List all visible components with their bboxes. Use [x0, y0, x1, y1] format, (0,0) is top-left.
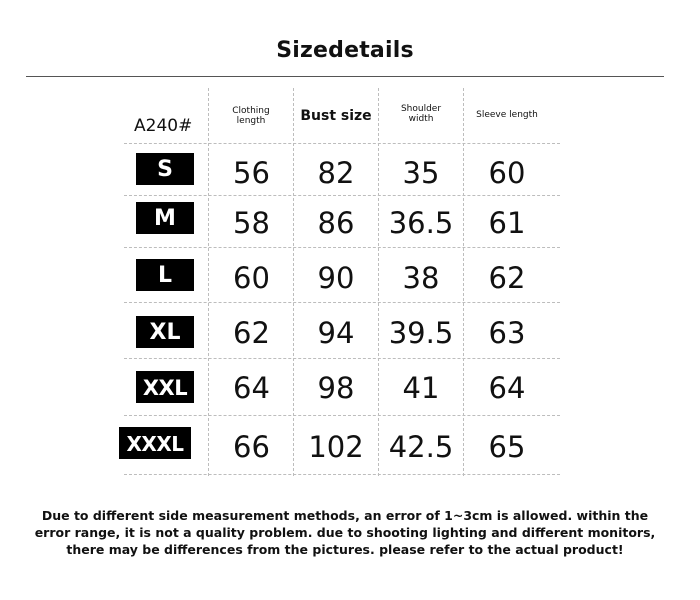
- style-code: A240#: [134, 116, 193, 136]
- cell-shoulder-width: 39.5: [388, 316, 454, 350]
- cell-clothing-length: 64: [233, 371, 270, 405]
- disclaimer-line: error range, it is not a quality problem. due to shooting lighting and different monitors,: [34, 525, 656, 540]
- size-badge-xxxl: XXXL: [119, 427, 191, 459]
- cell-bust-size: 94: [317, 316, 355, 350]
- cell-clothing-length: 58: [233, 206, 270, 240]
- cell-clothing-length: 56: [233, 156, 270, 190]
- grid-line-horizontal: [124, 358, 560, 359]
- cell-clothing-length: 60: [233, 261, 270, 295]
- grid-line-horizontal: [124, 143, 560, 144]
- grid-line-horizontal: [124, 247, 560, 248]
- grid-line-horizontal: [124, 415, 560, 416]
- header-sleeve-length: Sleeve length: [476, 110, 538, 120]
- cell-sleeve-length: 63: [488, 316, 526, 350]
- size-badge-xl: XL: [136, 316, 194, 348]
- disclaimer-line: Due to different side measurement methods, an error of 1~3cm is allowed. within the: [41, 508, 649, 523]
- cell-sleeve-length: 61: [488, 206, 526, 240]
- cell-sleeve-length: 65: [488, 430, 526, 464]
- cell-shoulder-width: 36.5: [388, 206, 454, 240]
- cell-bust-size: 86: [317, 206, 355, 240]
- cell-shoulder-width: 38: [402, 261, 440, 295]
- cell-bust-size: 90: [317, 261, 355, 295]
- page-title: Sizedetails: [276, 38, 414, 63]
- cell-sleeve-length: 62: [488, 261, 526, 295]
- cell-shoulder-width: 42.5: [388, 430, 454, 464]
- cell-clothing-length: 62: [233, 316, 270, 350]
- cell-bust-size: 98: [317, 371, 355, 405]
- cell-bust-size: 82: [317, 156, 355, 190]
- size-badge-xxl: XXL: [136, 371, 194, 403]
- size-badge-s: S: [136, 153, 194, 185]
- cell-sleeve-length: 60: [488, 156, 526, 190]
- size-badge-l: L: [136, 259, 194, 291]
- cell-clothing-length: 66: [233, 430, 270, 464]
- header-shoulder-width: Shoulder width: [400, 104, 442, 124]
- header-bust-size: Bust size: [300, 108, 372, 124]
- cell-shoulder-width: 35: [402, 156, 440, 190]
- grid-line-horizontal: [124, 195, 560, 196]
- size-badge-m: M: [136, 202, 194, 234]
- cell-sleeve-length: 64: [488, 371, 526, 405]
- measurement-disclaimer: [0, 507, 690, 558]
- grid-line-vertical: [208, 88, 209, 476]
- grid-line-horizontal: [124, 474, 560, 475]
- cell-bust-size: 102: [308, 430, 364, 464]
- grid-line-horizontal: [124, 302, 560, 303]
- header-clothing-length: Clothing length: [232, 106, 270, 126]
- disclaimer-line: there may be differences from the pictures. please refer to the actual product!: [66, 542, 624, 557]
- cell-shoulder-width: 41: [402, 371, 440, 405]
